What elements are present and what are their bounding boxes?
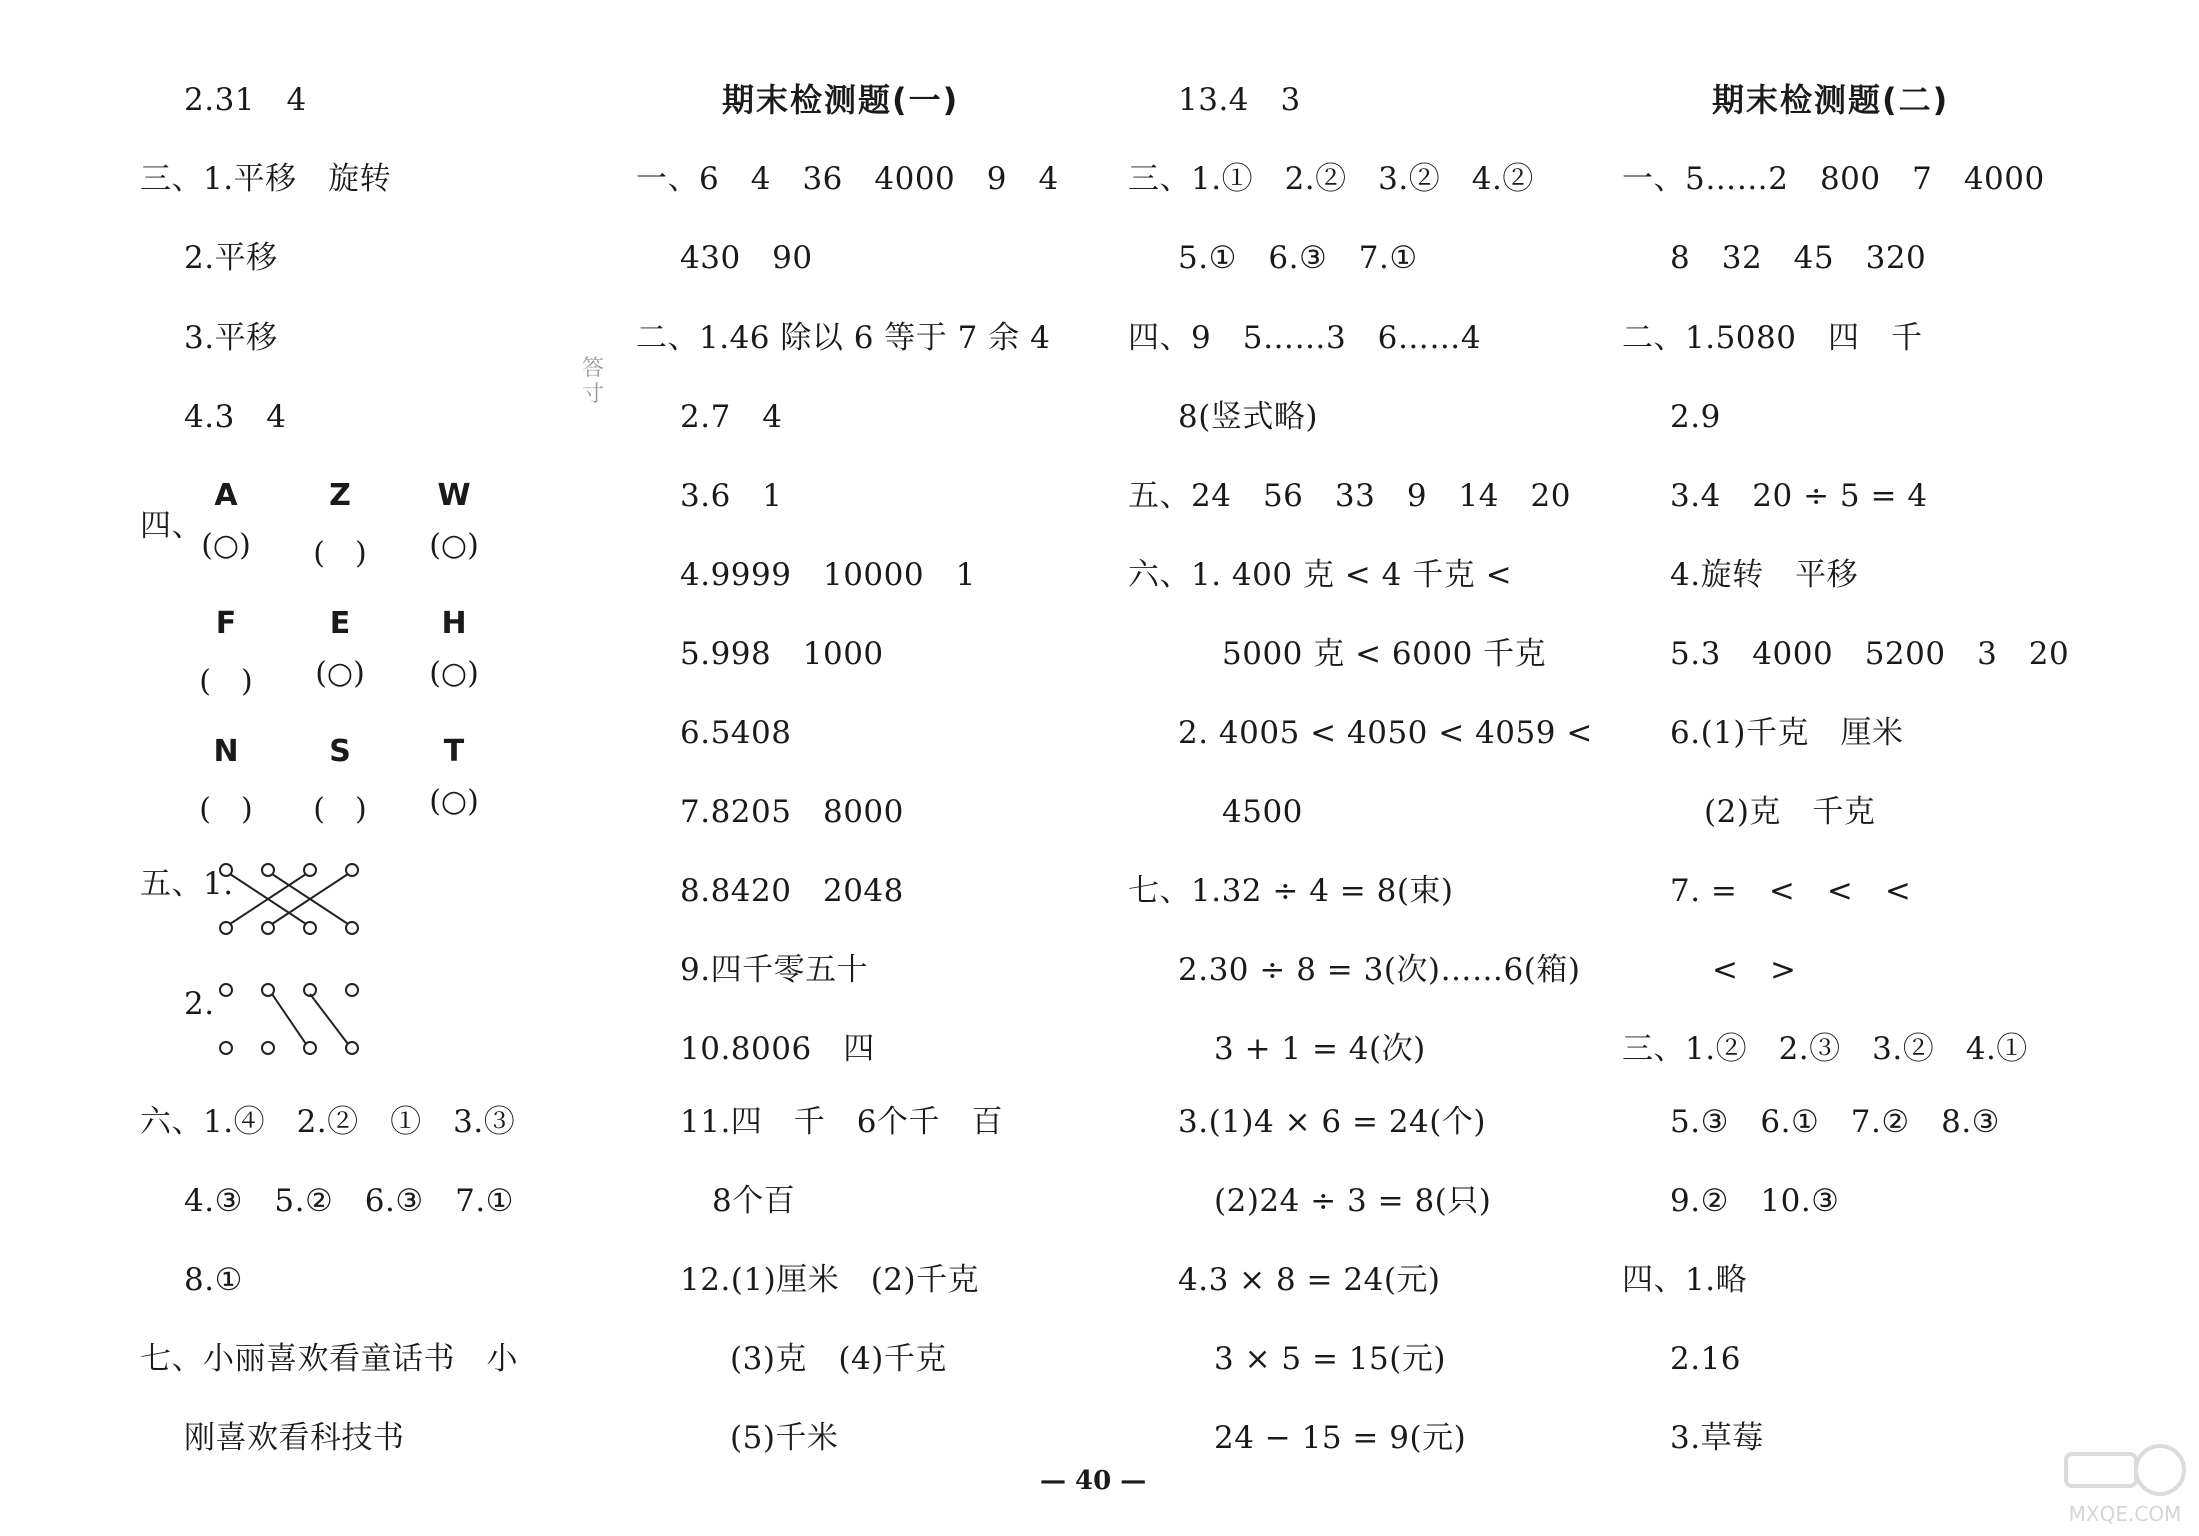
answer-line: 二、1.46 除以 6 等于 7 余 4: [636, 320, 1051, 356]
letter: H: [441, 606, 467, 641]
answer-line: 2.30 ÷ 8 = 3(次)……6(箱): [1178, 952, 1581, 988]
letter: E: [329, 606, 351, 641]
answer-line: 5.998 1000: [680, 636, 884, 672]
answer-line: 11.四 千 6个千 百: [680, 1104, 1004, 1140]
answer-line: 三、1.① 2.② 3.② 4.②: [1128, 161, 1534, 197]
symmetry-mark: (○): [315, 656, 365, 691]
answer-line: 4.旋转 平移: [1670, 557, 1859, 593]
match-line: [310, 994, 348, 1044]
answer-line: 七、1.32 ÷ 4 = 8(束): [1128, 873, 1454, 909]
answer-line: 7.8205 8000: [680, 794, 904, 830]
answer-line: 3 × 5 = 15(元): [1214, 1341, 1446, 1377]
answer-line: 刚喜欢看科技书: [184, 1420, 405, 1456]
answer-line: 5.3 4000 5200 3 20: [1670, 636, 2070, 672]
answer-line: 二、1.5080 四 千: [1622, 320, 1923, 356]
answer-line: (2)克 千克: [1704, 794, 1876, 830]
answer-line: 3.草莓: [1670, 1420, 1764, 1456]
answer-line: 5000 克 < 6000 千克: [1222, 636, 1547, 672]
answer-line: 四、1.略: [1622, 1262, 1748, 1298]
answer-line: 430 90: [680, 240, 813, 276]
answer-line: 9.四千零五十: [680, 952, 869, 988]
letter: T: [443, 734, 465, 769]
column-4: [1600, 0, 2160, 1536]
answer-line: 9.② 10.③: [1670, 1183, 1840, 1219]
column-1: [0, 0, 560, 1536]
answer-line: 4.3 × 8 = 24(元): [1178, 1262, 1441, 1298]
faint-stamp: 答寸: [581, 356, 604, 407]
dot: [262, 1042, 274, 1054]
answer-line: (5)千米: [730, 1420, 839, 1456]
answer-line: 7. = < < <: [1670, 873, 1912, 909]
section-label: 五、1.: [140, 866, 234, 902]
answer-line: 4.9999 10000 1: [680, 557, 976, 593]
answer-line: 2.7 4: [680, 399, 783, 435]
answer-line: 5.③ 6.① 7.② 8.③: [1670, 1104, 2000, 1140]
answer-line: 4.3 4: [184, 399, 287, 435]
section-label: 2.: [184, 986, 215, 1022]
answer-line: 2.31 4: [184, 82, 307, 118]
letter: Z: [329, 478, 351, 513]
matching-diagram-1: [212, 856, 372, 942]
answer-line: 3.平移: [184, 320, 278, 356]
answer-line: 3.(1)4 × 6 = 24(个): [1178, 1104, 1486, 1140]
answer-line: 2.平移: [184, 240, 278, 276]
answer-line: 2. 4005 < 4050 < 4059 <: [1178, 715, 1593, 751]
answer-line: (2)24 ÷ 3 = 8(只): [1214, 1183, 1492, 1219]
answer-line: 3 + 1 = 4(次): [1214, 1031, 1426, 1067]
letter: A: [214, 478, 238, 513]
watermark-icon: [2060, 1440, 2190, 1502]
answer-line: 3.6 1: [680, 478, 783, 514]
watermark-text: MXQE.COM: [2068, 1502, 2182, 1526]
answer-line: 6.5408: [680, 715, 792, 751]
dot: [220, 1042, 232, 1054]
watermark-logo: [2060, 1440, 2190, 1536]
letter: F: [215, 606, 237, 641]
answer-line: < >: [1712, 952, 1797, 988]
column-2: [600, 0, 1120, 1536]
column-3: [1120, 0, 1640, 1536]
symmetry-mark: (○): [429, 784, 479, 819]
symmetry-mark: ( ): [313, 536, 367, 571]
answer-line: 四、9 5……3 6……4: [1128, 320, 1482, 356]
answer-line: 六、1.④ 2.② ① 3.③: [140, 1104, 516, 1140]
answer-line: 4.③ 5.② 6.③ 7.①: [184, 1183, 514, 1219]
answer-line: 三、1.② 2.③ 3.② 4.①: [1622, 1031, 2028, 1067]
answer-line: 五、24 56 33 9 14 20: [1128, 478, 1571, 514]
dot: [220, 984, 232, 996]
answer-line: 一、6 4 36 4000 9 4: [636, 161, 1059, 197]
symmetry-mark: (○): [201, 528, 251, 563]
answer-line: 24 − 15 = 9(元): [1214, 1420, 1467, 1456]
answer-line: 8个百: [712, 1183, 796, 1219]
answer-line: 一、5……2 800 7 4000: [1622, 161, 2045, 197]
symmetry-mark: ( ): [199, 664, 253, 699]
answer-line: 12.(1)厘米 (2)千克: [680, 1262, 980, 1298]
answer-line: 3.4 20 ÷ 5 = 4: [1670, 478, 1928, 514]
answer-line: 8 32 45 320: [1670, 240, 1927, 276]
answer-line: 六、1. 400 克 < 4 千克 <: [1128, 557, 1513, 593]
symmetry-mark: (○): [429, 528, 479, 563]
symmetry-mark: ( ): [313, 792, 367, 827]
symmetry-mark: ( ): [199, 792, 253, 827]
answer-line: 三、1.平移 旋转: [140, 161, 392, 197]
answer-line: 6.(1)千克 厘米: [1670, 715, 1904, 751]
section-title: 期末检测题(二): [1712, 81, 1950, 119]
answer-line: 8.8420 2048: [680, 873, 904, 909]
answer-line: (3)克 (4)千克: [730, 1341, 947, 1377]
page-number: — 40 —: [1040, 1466, 1147, 1496]
answer-line: 2.9: [1670, 399, 1721, 435]
answer-line: 2.16: [1670, 1341, 1742, 1377]
answer-line: 8.①: [184, 1262, 243, 1298]
letter: N: [213, 734, 239, 769]
answer-line: 5.① 6.③ 7.①: [1178, 240, 1418, 276]
answer-line: 4500: [1222, 794, 1303, 830]
matching-diagram-2: [212, 976, 372, 1062]
match-line: [272, 994, 306, 1044]
answer-line: 10.8006 四: [680, 1031, 875, 1067]
section-title: 期末检测题(一): [722, 81, 960, 119]
dot: [346, 984, 358, 996]
letter: W: [437, 478, 471, 513]
answer-line: 七、小丽喜欢看童话书 小: [140, 1341, 518, 1377]
symmetry-mark: (○): [429, 656, 479, 691]
section-label: 四、: [140, 508, 203, 544]
answer-line: 13.4 3: [1178, 82, 1301, 118]
answer-line: 8(竖式略): [1178, 399, 1318, 435]
letter: S: [329, 734, 351, 769]
